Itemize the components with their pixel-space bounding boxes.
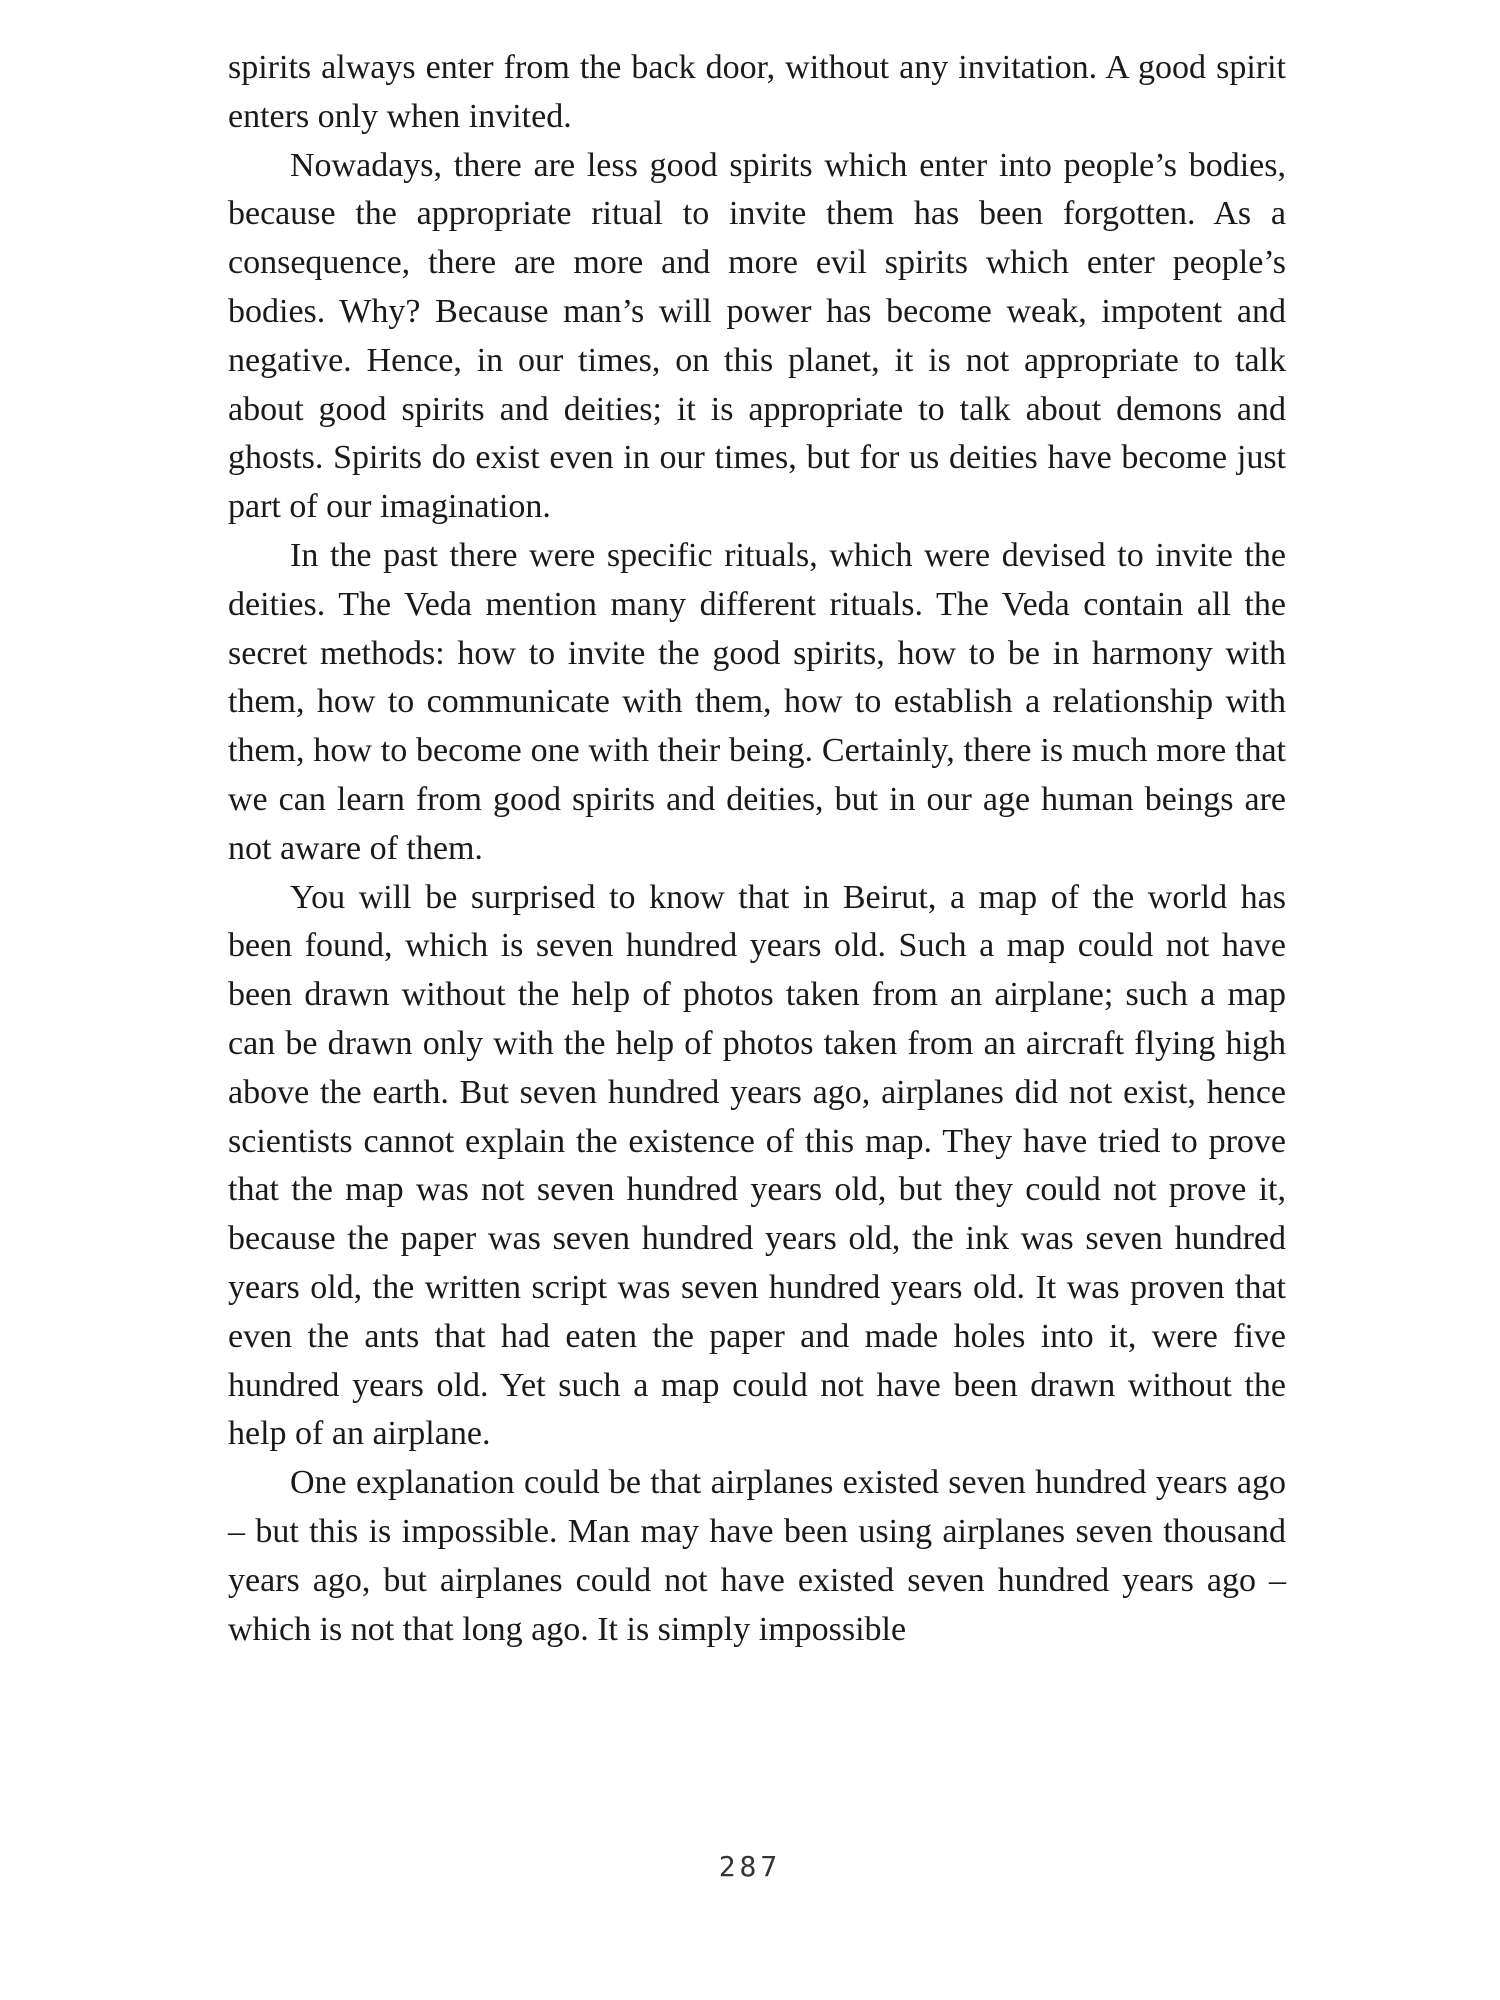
paragraph-continued: spirits always enter from the back door, without any invitation. A good spirit enters only when invited. [228, 49, 1286, 135]
paragraph-good-spirits: Nowadays, there are less good spirits which enter into people’s bodies, because the appropriate ritual to invite them has been forgotten. As a consequence, there are more and more evil spirits which enter people’s bodies. Why? Because man’s will power has become weak, impotent and negative. Hence, in our times, on this planet, it is not appropriate to talk about good spirits and deities; it is appropriate to talk about demons and ghosts. Spirits do exist even in our times, but for us deities have become just part of our imagination. [228, 146, 1286, 526]
body-text [228, 44, 1286, 1654]
paragraph-beirut-map: You will be surprised to know that in Beirut, a map of the world has been found, which is seven hundred years old. Such a map could not have been drawn without the help of photos taken from an airplane; such a map can be drawn only with the help of photos taken from an aircraft flying high above the earth. But seven hundred years ago, airplanes did not exist, hence scientists cannot explain the existence of this map. They have tried to prove that the map was not seven hundred years old, but they could not prove it, because the paper was seven hundred years old, the ink was seven hundred years old, the written script was seven hundred years old. It was proven that even the ants that had eaten the paper and made holes into it, were five hundred years old. Yet such a map could not have been drawn without the help of an airplane. [228, 878, 1286, 1453]
page-number: 287 [718, 1850, 782, 1883]
paragraph-rituals: In the past there were specific rituals, which were devised to invite the deities. The Veda mention many different rituals. The Veda contain all the secret methods: how to invite the good spirits, how to be in harmony with them, how to communicate with them, how to establish a relationship with them, how to become one with their being. Certainly, there is much more that we can learn from good spirits and deities, but in our age human beings are not aware of them. [228, 536, 1286, 867]
paragraph-explanation: One explanation could be that airplanes existed seven hundred years ago – but this is impossible. Man may have been using airplanes seven thousand years ago, but airplanes could not have existed seven hundred years ago – which is not that long ago. It is simply impossible [228, 1464, 1286, 1648]
